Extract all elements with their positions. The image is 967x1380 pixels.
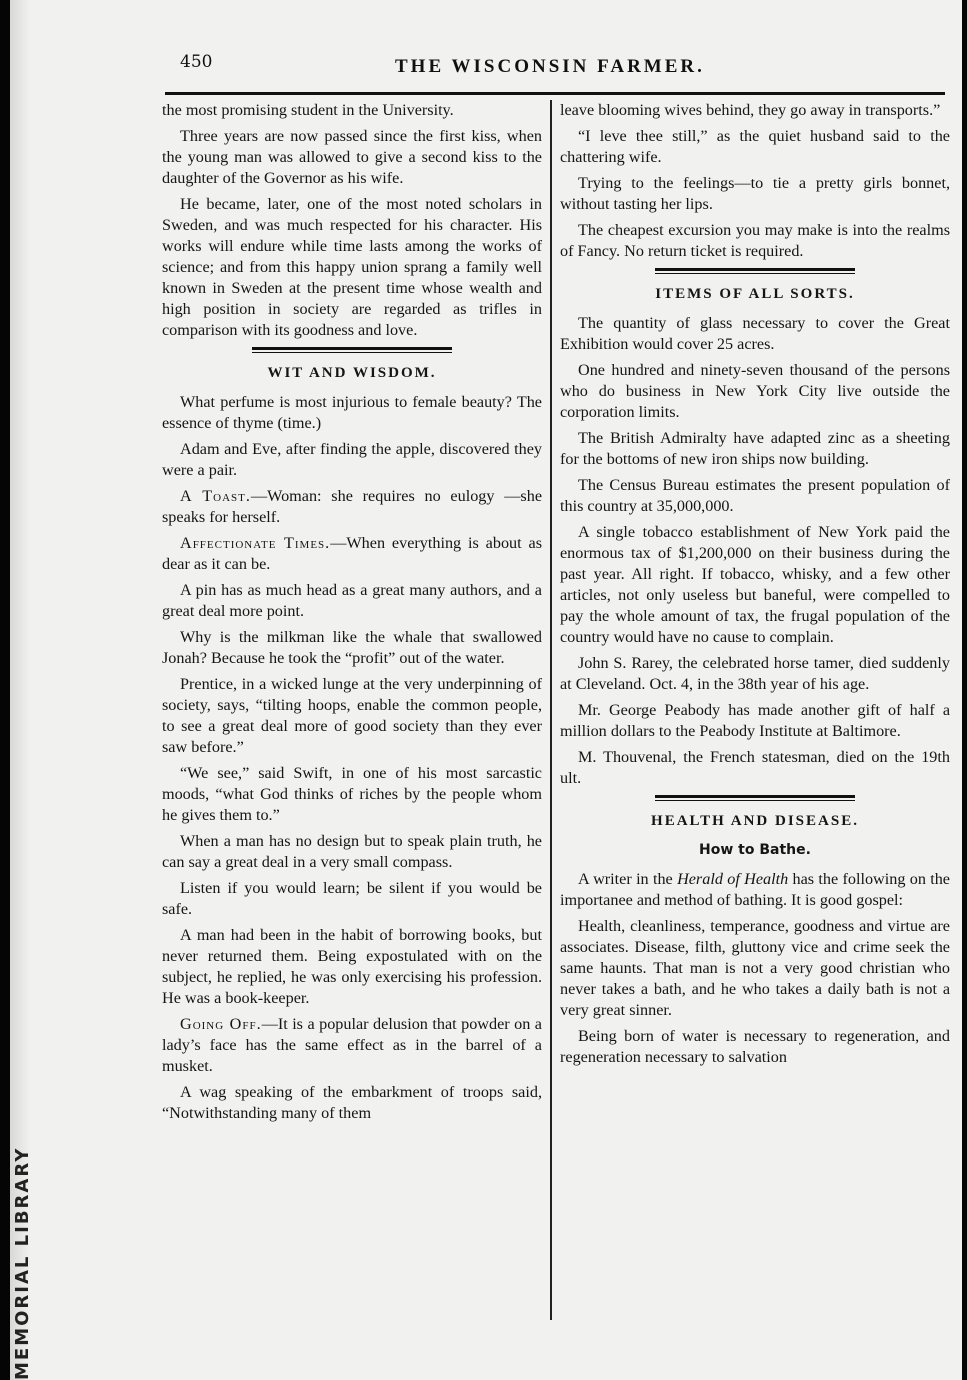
column-divider <box>550 100 552 1320</box>
run-in-label: Going Off. <box>180 1015 262 1033</box>
paragraph: A wag speaking of the embarkment of troops said, “Notwithstanding many of them <box>162 1083 542 1122</box>
section-heading-items: ITEMS OF ALL SORTS. <box>655 286 855 302</box>
paragraph: A pin has as much head as a great many authors, and a great deal more point. <box>162 581 542 620</box>
paragraph: The quantity of glass necessary to cover the Great Exhibition would cover 25 acres. <box>560 314 950 353</box>
paragraph: Listen if you would learn; be silent if you would be safe. <box>162 879 542 918</box>
paragraph: Prentice, in a wicked lunge at the very underpinning of society, says, “tilting hoops, enable the common people, to see a great deal more of good society than they ever saw before.” <box>162 675 542 756</box>
paragraph: What perfume is most injurious to female beauty? The essence of thyme (time.) <box>162 393 542 432</box>
paragraph: “We see,” said Swift, in one of his most sarcastic moods, “what God thinks of riches by the people whom he gives them to.” <box>162 764 542 824</box>
paragraph: He became, later, one of the most noted scholars in Sweden, and was much respected for his character. His works will endure while time lasts among the works of science; and from this happy union sprang a family well known in Sweden at the present time whose wealth and high position in society are regarded as trifles in comparison with its goodness and love. <box>162 195 542 339</box>
paragraph: Being born of water is necessary to regeneration, and regeneration necessary to salvation <box>560 1027 950 1066</box>
left-column <box>162 100 542 1129</box>
page <box>10 0 962 1380</box>
header-rule <box>165 92 945 95</box>
paragraph: Three years are now passed since the first kiss, when the young man was allowed to give a second kiss to the daughter of the Governor as his wife. <box>162 127 542 187</box>
paragraph: A Toast.—Woman: she requires no eulogy —she speaks for herself. <box>162 487 542 526</box>
paragraph: Affectionate Times.—When everything is about as dear as it can be. <box>162 534 543 573</box>
paragraph: Health, cleanliness, temperance, goodness and virtue are associates. Disease, filth, gluttony vice and crime seek the same haunts. That man is not a very good christian who never takes a bath, and he who takes a daily bath is not a very great sinner. <box>560 917 950 1019</box>
paragraph: Trying to the feelings—to tie a pretty girls bonnet, without tasting her lips. <box>560 174 950 213</box>
publication-title: Herald of Health <box>677 870 789 888</box>
run-in-label: Affectionate Times. <box>180 534 331 552</box>
page-number: 450 <box>180 52 213 72</box>
paragraph: The Census Bureau estimates the present population of this country at 35,000,000. <box>560 476 950 515</box>
section-heading-health: HEALTH AND DISEASE. <box>651 813 859 829</box>
subheading-how-to-bathe: How to Bathe. <box>699 842 811 858</box>
paragraph: One hundred and ninety-seven thousand of the persons who do business in New York City live outside the corporation limits. <box>560 361 950 421</box>
section-rule <box>655 795 855 801</box>
paragraph: A single tobacco establishment of New York paid the enormous tax of $1,200,000 on their business during the past year. All right. If tobacco, whisky, and a few other articles, not only useless but baneful, were compelled to pay the whole amount of tax, the frugal population of the country would have no cause to complain. <box>560 523 950 646</box>
paragraph: Why is the milkman like the whale that swallowed Jonah? Because he took the “profit” out of the water. <box>162 628 542 667</box>
binding-edge <box>10 0 33 1380</box>
section-rule <box>655 268 855 274</box>
paragraph: The cheapest excursion you may make is into the realms of Fancy. No return ticket is required. <box>560 221 950 260</box>
paragraph: A writer in the Herald of Health has the following on the importanee and method of bathing. It is good gospel: <box>560 870 950 909</box>
page-title: THE WISCONSIN FARMER. <box>395 56 705 77</box>
paragraph: leave blooming wives behind, they go away in transports.” <box>560 101 941 119</box>
page-header <box>160 42 950 82</box>
section-heading-wit-and-wisdom: WIT AND WISDOM. <box>267 365 437 381</box>
spine-stamp: MEMORIAL LIBRARY <box>12 1146 33 1380</box>
paragraph: M. Thouvenal, the French statesman, died on the 19th ult. <box>560 748 950 787</box>
paragraph: Adam and Eve, after finding the apple, discovered they were a pair. <box>162 440 542 479</box>
paragraph: the most promising student in the University. <box>162 101 454 119</box>
paragraph: Mr. George Peabody has made another gift of half a million dollars to the Peabody Institute at Baltimore. <box>560 701 950 740</box>
paragraph: “I leve thee still,” as the quiet husband said to the chattering wife. <box>560 127 950 166</box>
paragraph: John S. Rarey, the celebrated horse tamer, died suddenly at Cleveland. Oct. 4, in the 38th year of his age. <box>560 654 950 693</box>
run-in-label: A Toast. <box>180 487 251 505</box>
right-column <box>560 100 950 1073</box>
paragraph: When a man has no design but to speak plain truth, he can say a great deal in a very small compass. <box>162 832 542 871</box>
paragraph: The British Admiralty have adapted zinc as a sheeting for the bottoms of new iron ships now building. <box>560 429 950 468</box>
paragraph: Going Off.—It is a popular delusion that powder on a lady’s face has the same effect as in the barrel of a musket. <box>162 1015 542 1075</box>
section-rule <box>252 347 452 353</box>
paragraph: A man had been in the habit of borrowing books, but never returned them. Being expostulated with on the subject, he replied, he was only exercising his profession. He was a book-keeper. <box>162 926 542 1007</box>
